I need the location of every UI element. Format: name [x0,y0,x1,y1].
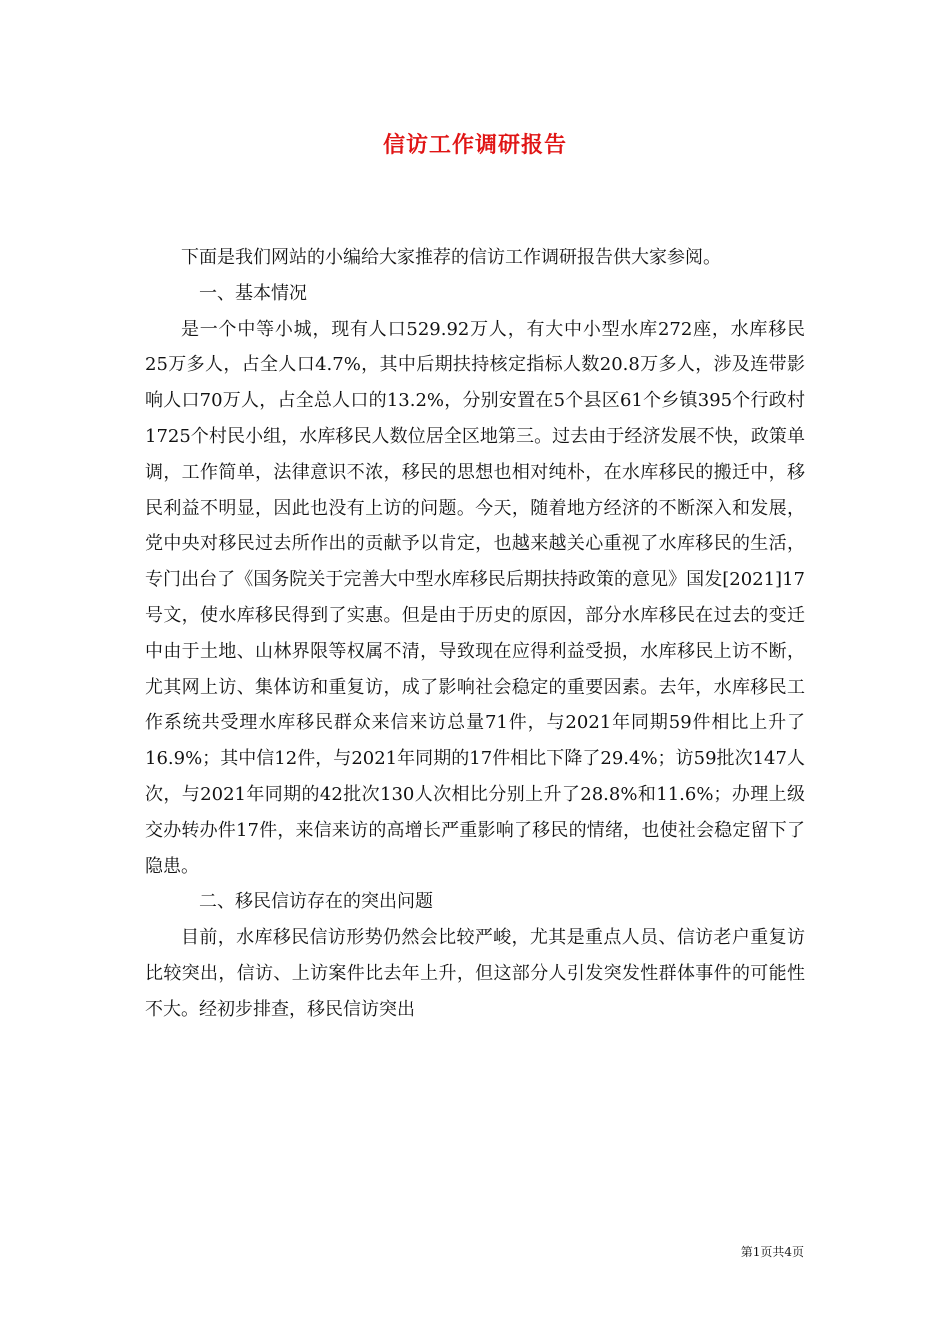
issues-paragraph: 目前，水库移民信访形势仍然会比较严峻，尤其是重点人员、信访老户重复访比较突出，信访、上访案件比去年上升，但这部分人引发突发性群体事件的可能性不大。经初步排查，移民信访突出 [145,927,805,1020]
document-title: 信访工作调研报告 [382,132,567,158]
intro-paragraph: 下面是我们网站的小编给大家推荐的信访工作调研报告供大家参阅。 [181,247,721,268]
section-heading-basic: 一、基本情况 [199,282,307,304]
section-heading-issues: 二、移民信访存在的突出问题 [199,891,433,913]
document-body [145,240,805,1028]
page-number-footer: 第1页共4页 [740,1245,804,1259]
basic-situation-paragraph: 是一个中等小城，现有人口529.92万人，有大中小型水库272座，水库移民25万多人，占全人口4.7%，其中后期扶持核定指标人数20.8万多人，涉及连带影响人口70万人，占全总人口的13.2%，分别安置在5个县区61个乡镇395个行政村1725个村民小组，水库移民人数位居全区地第三。过去由于经济发展不快，政策单调，工作简单，法律意识不浓，移民的思想也相对纯朴，在水库移民的搬迁中，移民利益不明显，因此也没有上访的问题。今天，随着地方经济的不断深入和发展，党中央对移民过去所作出的贡献予以肯定，也越来越关心重视了水库移民的生活，专门出台了《国务院关于完善大中型水库移民后期扶持政策的意见》国发[2021]17号文，使水库移民得到了实惠。但是由于历史的原因，部分水库移民在过去的变迁中由于土地、山林界限等权属不清，导致现在应得利益受损，水库移民上访不断，尤其网上访、集体访和重复访，成了影响社会稳定的重要因素。去年，水库移民工作系统共受理水库移民群众来信来访总量71件，与2021年同期59件相比上升了16.9%；其中信12件，与2021年同期的17件相比下降了29.4%；访59批次147人次，与2021年同期的42批次130人次相比分别上升了28.8%和11.6%；办理上级交办转办件17件，来信来访的高增长严重影响了移民的情绪，也使社会稳定留下了隐患。 [145,318,805,877]
